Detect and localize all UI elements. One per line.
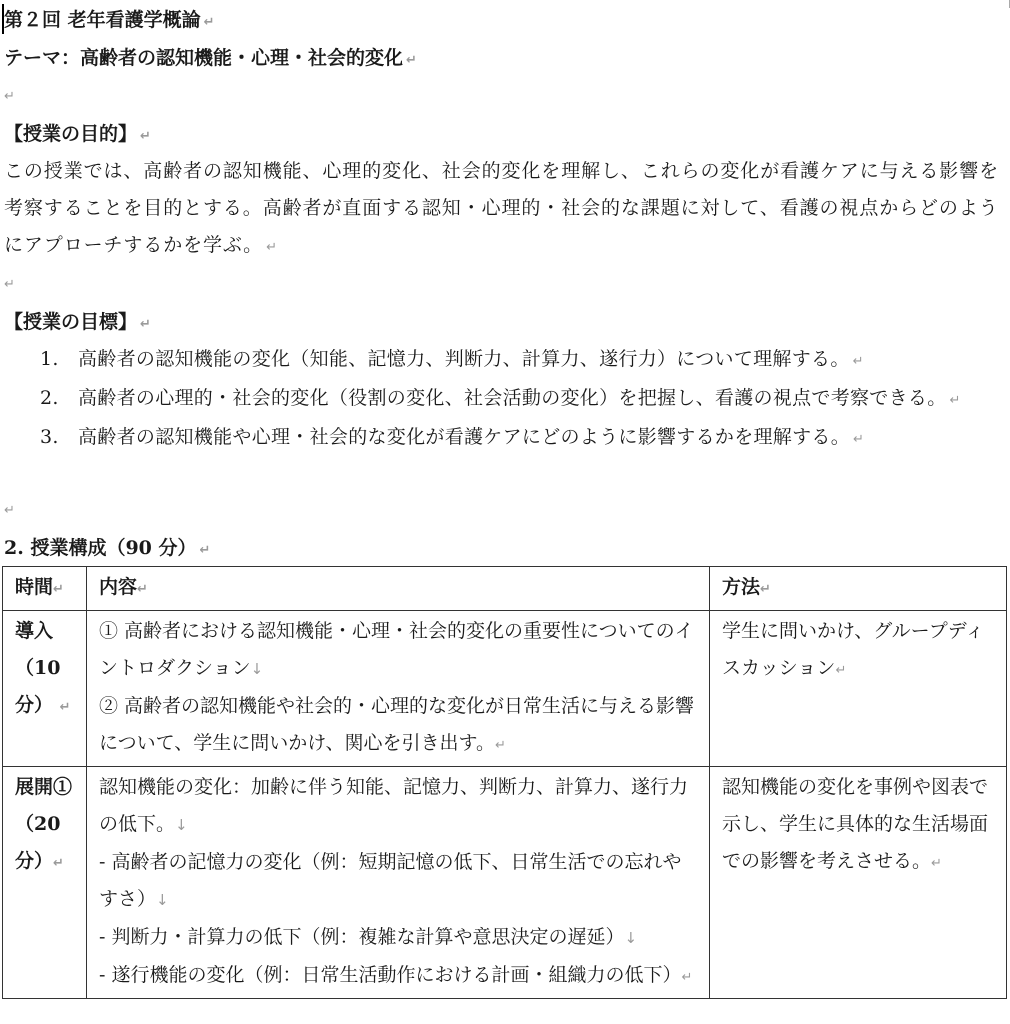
goal-number: 2.	[40, 387, 59, 409]
content-line: 認知機能の変化：加齢に伴う知能、記憶力、判断力、計算力、遂行力の低下。↓	[99, 776, 689, 835]
goal-text: 高齢者の心理的・社会的変化（役割の変化、社会活動の変化）を把握し、看護の視点で考察できる。	[78, 387, 947, 409]
table-row	[3, 767, 1007, 999]
lecture-title	[4, 2, 215, 39]
paragraph-mark-icon: ↵	[203, 15, 215, 30]
header-method: 方法↵	[710, 567, 1007, 611]
goals-list	[0, 341, 1010, 458]
method-cell: 学生に問いかけ、グループディスカッション↵	[710, 611, 1007, 767]
table-header-row	[3, 567, 1007, 611]
structure-heading	[4, 530, 210, 567]
paragraph-mark-icon: ↵	[949, 393, 961, 408]
goal-number: 3.	[40, 426, 59, 448]
lecture-title-text: 第２回 老年看護学概論	[4, 9, 201, 31]
content-cell	[87, 767, 710, 999]
content-line: - 遂行機能の変化（例：日常生活動作における計画・組織力の低下）↵	[99, 964, 693, 986]
lesson-structure-table	[2, 566, 1007, 999]
content-line: - 判断力・計算力の低下（例：複雑な計算や意思決定の遅延）↓	[99, 926, 638, 948]
goal-number: 1.	[40, 348, 59, 370]
paragraph-mark-icon: ↵	[406, 53, 417, 68]
empty-paragraph-mark-icon: ↵	[4, 277, 15, 292]
paragraph-mark-icon: ↵	[199, 543, 211, 558]
theme-line	[4, 40, 417, 77]
paragraph-mark-icon: ↵	[681, 970, 693, 985]
margin-marker	[1006, 0, 1010, 8]
paragraph-mark-icon: ↵	[140, 317, 151, 332]
content-cell	[87, 611, 710, 767]
theme-text: テーマ：高齢者の認知機能・心理・社会的変化	[4, 47, 404, 69]
paragraph-mark-icon: ↵	[931, 856, 942, 871]
header-content: 内容↵	[87, 567, 710, 611]
content-line: - 高齢者の記憶力の変化（例：短期記憶の低下、日常生活での忘れやすさ）↓	[99, 851, 682, 910]
paragraph-mark-icon: ↵	[140, 129, 151, 144]
empty-paragraph-mark-icon: ↵	[4, 503, 15, 518]
line-break-mark-icon: ↓	[250, 660, 264, 678]
paragraph-mark-icon: ↵	[266, 240, 278, 255]
content-line: ② 高齢者の認知機能や社会的・心理的な変化が日常生活に与える影響について、学生に問いかけ、関心を引き出す。↵	[99, 695, 695, 754]
table-row	[3, 611, 1007, 767]
header-time: 時間↵	[3, 567, 87, 611]
paragraph-mark-icon: ↵	[853, 432, 865, 447]
line-break-mark-icon: ↓	[156, 891, 169, 909]
goal-item	[0, 341, 1010, 380]
paragraph-mark-icon: ↵	[835, 663, 847, 678]
empty-paragraph-mark-icon: ↵	[4, 89, 15, 104]
goal-item	[0, 380, 1010, 419]
purpose-heading-text: 【授業の目的】	[4, 123, 138, 145]
goal-text: 高齢者の認知機能の変化（知能、記憶力、判断力、計算力、遂行力）について理解する。	[78, 348, 850, 370]
goals-heading-text: 【授業の目標】	[4, 311, 138, 333]
structure-heading-text: 2. 授業構成（90 分）	[4, 537, 197, 559]
content-line: ① 高齢者における認知機能・心理・社会的変化の重要性についてのイントロダクション↓	[99, 620, 694, 679]
paragraph-mark-icon: ↵	[494, 738, 506, 753]
goal-item	[0, 419, 1010, 458]
goal-text: 高齢者の認知機能や心理・社会的な変化が看護ケアにどのように影響するかを理解する。	[78, 426, 851, 448]
time-cell: 展開①（20分）↵	[3, 767, 87, 999]
purpose-text: この授業では、高齢者の認知機能、心理的変化、社会的変化を理解し、これらの変化が看護ケアに与える影響を考察することを目的とする。高齢者が直面する認知・心理的・社会的な課題に対して、看護の視点からどのようにアプローチするかを学ぶ。	[4, 160, 1000, 256]
goals-heading	[4, 304, 151, 341]
line-break-mark-icon: ↓	[624, 929, 638, 947]
purpose-heading	[4, 116, 151, 153]
purpose-paragraph	[4, 153, 1008, 266]
paragraph-mark-icon: ↵	[852, 354, 864, 369]
time-cell: 導入（10分） ↵	[3, 611, 87, 767]
method-cell: 認知機能の変化を事例や図表で示し、学生に具体的な生活場面での影響を考えさせる。↵	[710, 767, 1007, 999]
line-break-mark-icon: ↓	[175, 816, 188, 834]
